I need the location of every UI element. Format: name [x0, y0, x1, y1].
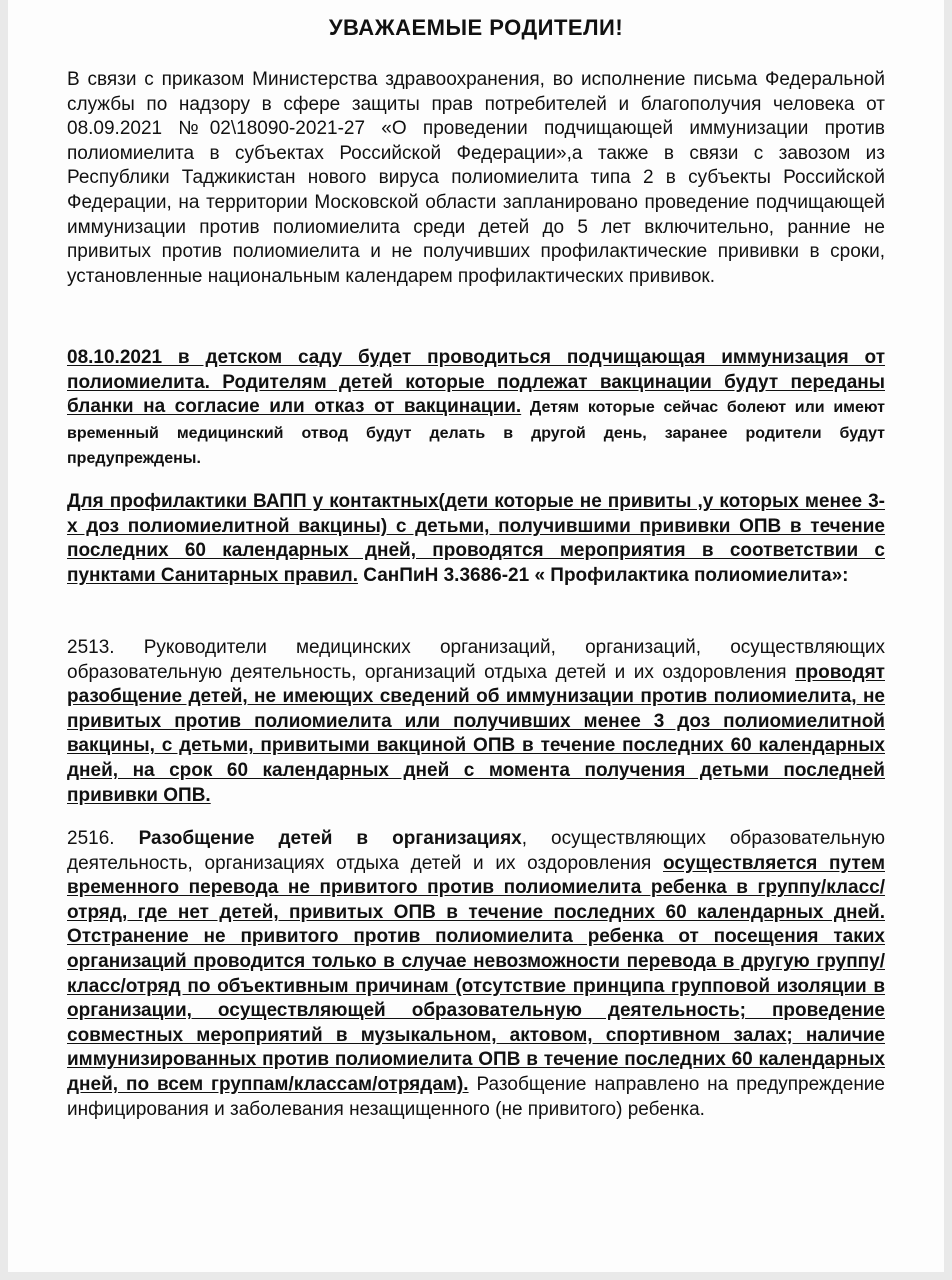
clause-2516-number: 2516. [67, 828, 139, 849]
clause-2516-requirement: осуществляется путем временного перевода не привитого против полиомиелита ребенка в группу/класс/отряд, где нет детей, привитых ОПВ в течение последних 60 календарных дней. Отстранение не привитого против полиомиелита ребенка от посещения таких организаций проводится только в случае невозможности перевода в другую группу/класс/отряд по объективным причинам (отсутствие принципа групповой изоляции в организации, осуществляющей образовательную деятельность; проведение совместных мероприятий в музыкальном, актовом, спортивном залах; наличие иммунизированных против полиомиелита ОПВ в течение последних 60 календарных дней, по всем группам/классам/отрядам). [67, 852, 885, 1095]
clause-2516-tail: Разобщение направлено на предупреждение инфицирования и заболевания незащищенного (не привитого) ребенка. [67, 1073, 885, 1120]
document-title: УВАЖАЕМЫЕ РОДИТЕЛИ! [328, 15, 624, 40]
clause-2516-mid: , осуществляющих образовательную деятельность, организациях отдыха детей и их оздоровления [67, 828, 885, 874]
prevention-measures: Для профилактики ВАПП у контактных(дети которые не привиты ,у которых менее 3-х доз полиомиелитной вакцины) с детьми, получившими прививки ОПВ в течение последних 60 календарных дней, проводятся мероприятия в соответствии с пунктами Санитарных правил. [67, 491, 885, 586]
intro-paragraph: В связи с приказом Министерства здравоохранения, во исполнение письма Федеральной службы по надзору в сфере защиты прав потребителей и благополучия человека от 08.09.2021 №02\18090-2021-27 «О проведении подчищающей иммунизации против полиомиелита в субъектах Российской Федерации»,а также в связи с завозом из Республики Таджикистан нового вируса полиомиелита типа 2 в субъекты Российской Федерации, на территории Московской области запланировано проведение подчищающей иммунизации против полиомиелита среди детей до 5 лет включительно, ранние не привитых против полиомиелита и не получивших профилактические прививки в сроки, установленные национальным календарем профилактических прививок. [67, 69, 885, 287]
sanpin-reference: СанПиН 3.3686-21 « Профилактика полиомиелита»: [357, 564, 849, 586]
sick-children-note: Детям которые сейчас болеют или имеют временный медицинский отвод будут делать в другой день, заранее родители будут предупреждены. [67, 399, 885, 468]
clause-2516 [67, 827, 885, 1122]
vaccination-announcement: 08.10.2021 в детском саду будет проводиться подчищающая иммунизация от полиомиелита. Родителям детей которые подлежат вакцинации будут переданы бланки на согласие или отказ от вакцинации. [67, 347, 885, 418]
clause-2513-lead: 2513. Руководители медицинских организаций, организаций, осуществляющих образовательную деятельность, организаций отдыха детей и их оздоровления [67, 637, 885, 683]
clause-2516-heading: Разобщение детей в организациях [138, 828, 522, 849]
clause-2513 [67, 636, 885, 808]
clause-2513-requirement: проводят разобщение детей, не имеющих сведений об иммунизации против полиомиелита, не привитых против полиомиелита или получивших менее 3 доз полиомиелитной вакцины, с детьми, привитыми вакциной ОПВ в течение последних 60 календарных дней, на срок 60 календарных дней с момента получения детьми последней прививки ОПВ. [67, 661, 885, 806]
document-page [8, 0, 944, 1272]
vaccination-date-paragraph [67, 346, 885, 472]
prevention-paragraph [67, 490, 885, 588]
